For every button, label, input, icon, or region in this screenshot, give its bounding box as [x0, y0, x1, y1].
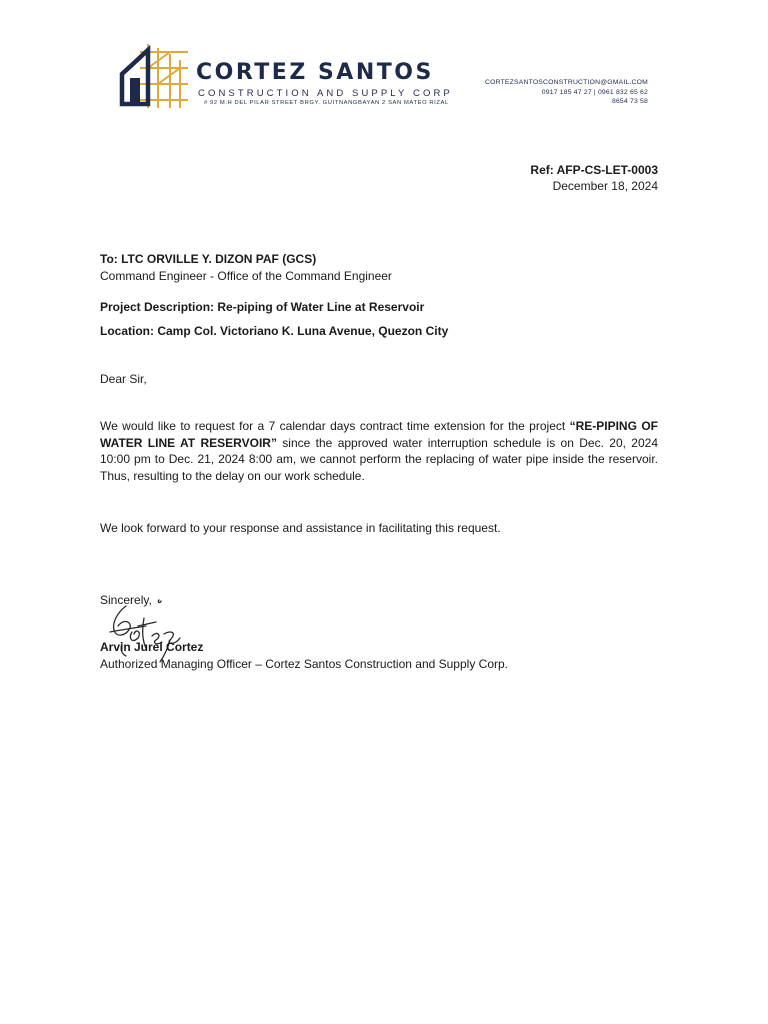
project-description: Project Description: Re-piping of Water Line at Reservoir: [100, 300, 425, 314]
signatory-block: [100, 639, 658, 672]
company-logo-icon: [118, 38, 192, 110]
project-location: Location: Camp Col. Victoriano K. Luna Avenue, Quezon City: [100, 324, 449, 338]
para1-project-name: “RE-PIPING OF WATER LINE AT RESERVOIR”: [100, 419, 658, 450]
body-paragraph-2: We look forward to your response and assistance in facilitating this request.: [100, 521, 501, 535]
body-paragraph-1: [100, 418, 658, 484]
contact-phones: 0917 185 47 27 | 0961 832 65 62: [541, 88, 648, 96]
contact-email: CORTEZSANTOSCONSTRUCTION@GMAIL.COM: [485, 79, 648, 86]
contact-landline: 8654 73 58: [611, 98, 648, 105]
letter-date: December 18, 2024: [552, 179, 658, 193]
signatory-name: Arvin Jurel Cortez: [100, 640, 204, 654]
recipient-block: [100, 251, 658, 284]
contact-info: [485, 78, 648, 107]
company-address: # 92 M.H DEL PILAR STREET BRGY. GUITNANGBAYAN 2 SAN MATEO RIZAL: [204, 100, 449, 106]
signatory-title: Authorized Managing Officer – Cortez Santos Construction and Supply Corp.: [100, 656, 508, 671]
salutation: Dear Sir,: [100, 372, 147, 386]
recipient-position: Command Engineer - Office of the Command Engineer: [100, 268, 392, 283]
para1-start: We would like to request for a 7 calendar days contract time extension for the project: [100, 419, 570, 433]
company-name: CORTEZ SANTOS: [196, 60, 434, 85]
recipient-name: To: LTC ORVILLE Y. DIZON PAF (GCS): [100, 252, 317, 266]
valediction: Sincerely,: [100, 593, 152, 607]
para1-end: since the approved water interruption schedule is on Dec. 20, 2024 10:00 pm to Dec. 21, 2024 8:00 am, we cannot perform the replacing of water pipe inside the reservoir. Thus, resulting to the delay on our work schedule.: [100, 435, 658, 483]
company-subtitle: CONSTRUCTION AND SUPPLY CORP: [198, 88, 453, 99]
reference-number: Ref: AFP-CS-LET-0003: [530, 163, 658, 177]
reference-block: [530, 162, 658, 194]
